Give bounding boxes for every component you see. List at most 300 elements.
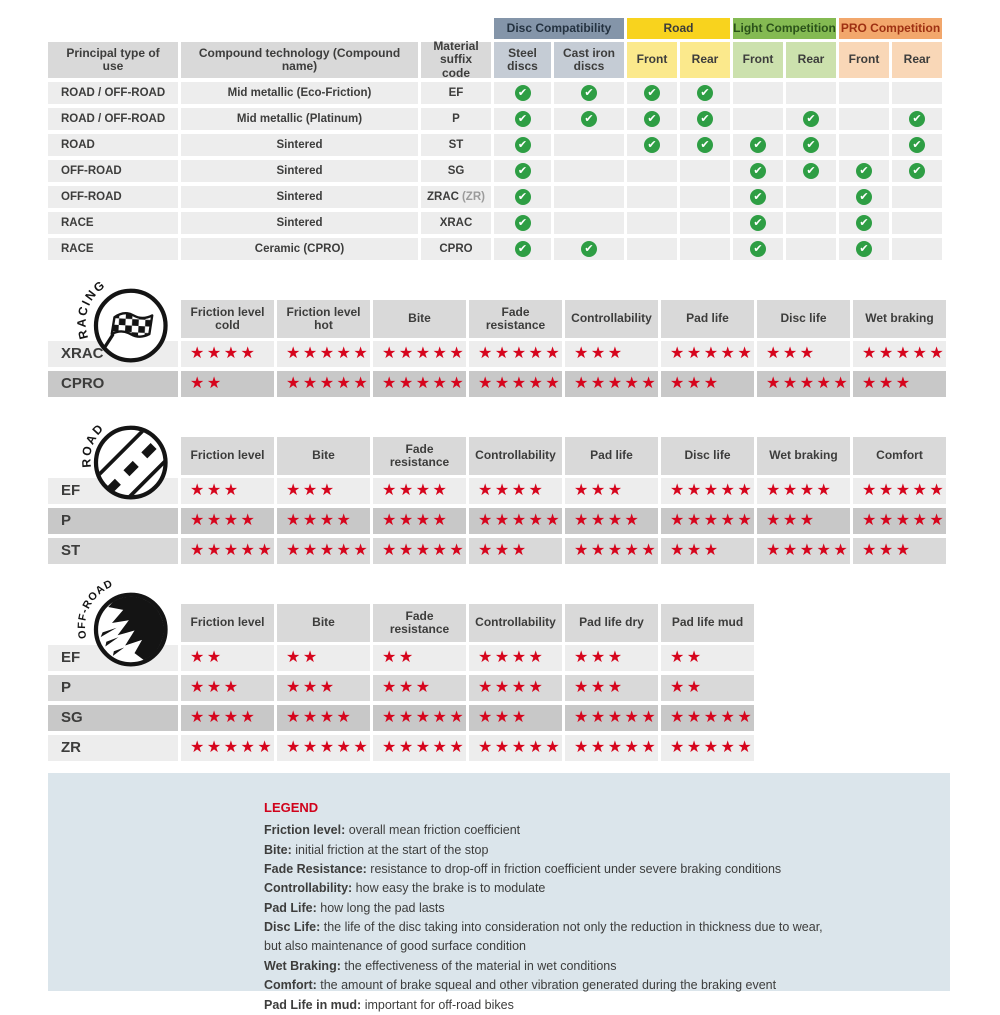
star-rating-cell (565, 538, 658, 564)
col-header-use: Principal type of use (48, 42, 178, 78)
star-rating: ★★★ (862, 542, 913, 559)
check-icon: ✔ (856, 241, 872, 257)
check-icon: ✔ (750, 215, 766, 231)
suffix-cell: ZRAC (ZR) (421, 186, 491, 208)
check-cell (680, 186, 730, 208)
star-rating-cell (373, 341, 466, 367)
star-rating-cell (661, 341, 754, 367)
compound-cell: Ceramic (CPRO) (181, 238, 418, 260)
table-row (48, 538, 952, 564)
star-rating: ★★★ (478, 542, 529, 559)
compound-cell: Mid metallic (Eco-Friction) (181, 82, 418, 104)
check-cell (733, 160, 783, 182)
rating-row-label: EF (48, 478, 178, 504)
star-rating-cell (853, 371, 946, 397)
star-rating: ★★★★★ (670, 345, 755, 362)
rating-header-row (48, 300, 952, 338)
star-rating: ★★★ (766, 345, 817, 362)
check-cell (680, 238, 730, 260)
check-cell (627, 160, 677, 182)
legend-panel (48, 773, 950, 1012)
star-rating: ★★★★★ (286, 375, 371, 392)
star-rating-cell (661, 538, 754, 564)
legend-item: Disc Life: the life of the disc taking into consideration not only the reduction in thickness due to wear, (264, 920, 823, 935)
star-rating-cell (565, 341, 658, 367)
compound-cell: Sintered (181, 212, 418, 234)
star-rating-cell (757, 508, 850, 534)
legend-items (264, 821, 930, 1015)
star-rating-cell (469, 371, 562, 397)
star-rating: ★★★★ (190, 345, 258, 362)
check-icon: ✔ (803, 163, 819, 179)
star-rating: ★★★ (574, 345, 625, 362)
rating-header-row (48, 437, 952, 475)
star-rating-cell (853, 508, 946, 534)
rating-col-header: Controllability (469, 437, 562, 475)
suffix-cell: CPRO (421, 238, 491, 260)
check-cell (733, 186, 783, 208)
check-icon: ✔ (644, 111, 660, 127)
check-icon: ✔ (697, 85, 713, 101)
suffix-cell: XRAC (421, 212, 491, 234)
check-cell (733, 108, 783, 130)
star-rating: ★★★ (574, 482, 625, 499)
table-row (48, 508, 952, 534)
rating-col-header: Friction level (181, 437, 274, 475)
table-row (48, 735, 952, 761)
rating-header-row (48, 604, 952, 642)
star-rating: ★★★ (478, 709, 529, 726)
check-cell (494, 108, 551, 130)
check-cell (680, 212, 730, 234)
star-rating-cell (853, 538, 946, 564)
star-rating: ★★★★★ (670, 512, 755, 529)
rating-col-header: Controllability (565, 300, 658, 338)
star-rating-cell (181, 705, 274, 731)
rating-col-header: Bite (373, 300, 466, 338)
star-rating-cell (277, 675, 370, 701)
star-rating: ★★★★★ (190, 542, 275, 559)
legend-term: Friction level: (264, 823, 346, 838)
star-rating-cell (469, 538, 562, 564)
star-rating-cell (757, 478, 850, 504)
star-rating: ★★★★★ (862, 512, 947, 529)
star-rating-cell (661, 735, 754, 761)
star-rating-cell (565, 508, 658, 534)
legend-item: Pad Life in mud: important for off-road bikes (264, 997, 514, 1012)
star-rating-cell (181, 645, 274, 671)
star-rating: ★★★★ (286, 709, 354, 726)
check-icon: ✔ (515, 111, 531, 127)
star-rating-cell (853, 478, 946, 504)
sub-col-header: Steel discs (494, 42, 551, 78)
rating-rows (48, 645, 952, 761)
star-rating-cell (565, 478, 658, 504)
check-cell (839, 108, 889, 130)
star-rating: ★★ (190, 375, 224, 392)
star-rating-cell (181, 508, 274, 534)
star-rating-cell (181, 371, 274, 397)
star-rating: ★★★★★ (478, 345, 563, 362)
star-rating-cell (757, 538, 850, 564)
check-icon: ✔ (581, 241, 597, 257)
check-icon: ✔ (856, 215, 872, 231)
rating-row-label: ZR (48, 735, 178, 761)
star-rating: ★★ (670, 649, 704, 666)
group-header-3: PRO Competition (839, 18, 942, 39)
star-rating-cell (469, 478, 562, 504)
suffix-cell: ST (421, 134, 491, 156)
rating-col-header: Pad life mud (661, 604, 754, 642)
check-cell (554, 108, 624, 130)
star-rating: ★★★★★ (766, 542, 851, 559)
legend-item: Fade Resistance: resistance to drop-off in friction coefficient under severe braking conditions (264, 861, 782, 876)
star-rating: ★★★ (670, 375, 721, 392)
star-rating-cell (469, 645, 562, 671)
check-cell (839, 238, 889, 260)
sub-col-header: Front (733, 42, 783, 78)
check-icon: ✔ (909, 163, 925, 179)
check-cell (786, 212, 836, 234)
star-rating-cell (469, 735, 562, 761)
star-rating-cell (661, 675, 754, 701)
check-cell (786, 238, 836, 260)
check-cell (494, 82, 551, 104)
star-rating-cell (277, 371, 370, 397)
star-rating-cell (757, 341, 850, 367)
offroad-mud-icon (75, 576, 174, 670)
star-rating-cell (565, 371, 658, 397)
star-rating-cell (373, 705, 466, 731)
star-rating-cell (853, 341, 946, 367)
compound-cell: Mid metallic (Platinum) (181, 108, 418, 130)
star-rating: ★★★ (190, 482, 241, 499)
star-rating-cell (661, 371, 754, 397)
table-row (48, 134, 952, 156)
check-cell (494, 134, 551, 156)
star-rating: ★★★★★ (286, 345, 371, 362)
sub-col-header: Front (839, 42, 889, 78)
use-cell: ROAD (48, 134, 178, 156)
star-rating-cell (661, 508, 754, 534)
check-icon: ✔ (750, 163, 766, 179)
legend-item: Comfort: the amount of brake squeal and other vibration generated during the braking event (264, 978, 777, 993)
star-rating-cell (757, 371, 850, 397)
star-rating: ★★★★ (478, 649, 546, 666)
use-cell: RACE (48, 238, 178, 260)
rating-col-header: Bite (277, 604, 370, 642)
check-cell (494, 160, 551, 182)
check-cell (786, 160, 836, 182)
star-rating-cell (373, 538, 466, 564)
star-rating-cell (661, 478, 754, 504)
star-rating-cell (469, 705, 562, 731)
check-cell (554, 212, 624, 234)
column-header-row (48, 38, 952, 80)
use-cell: RACE (48, 212, 178, 234)
check-cell (494, 186, 551, 208)
sub-col-header: Front (627, 42, 677, 78)
table-row (48, 371, 952, 397)
star-rating: ★★★★★ (574, 709, 659, 726)
legend-item: Bite: initial friction at the start of the stop (264, 842, 489, 857)
star-rating-cell (181, 478, 274, 504)
check-icon: ✔ (909, 137, 925, 153)
sub-col-header: Cast iron discs (554, 42, 624, 78)
star-rating: ★★★★★ (382, 542, 467, 559)
star-rating: ★★ (190, 649, 224, 666)
star-rating-cell (373, 371, 466, 397)
group-header-2: Light Competition (733, 18, 836, 39)
star-rating: ★★★★ (478, 482, 546, 499)
star-rating: ★★★ (286, 482, 337, 499)
star-rating: ★★★★★ (286, 542, 371, 559)
check-cell (627, 134, 677, 156)
rating-col-header: Fade resistance (469, 300, 562, 338)
star-rating: ★★★ (574, 649, 625, 666)
offroad-section (48, 577, 952, 761)
star-rating: ★★★★ (190, 709, 258, 726)
check-icon: ✔ (697, 137, 713, 153)
use-cell: OFF-ROAD (48, 160, 178, 182)
rating-col-header: Fade resistance (373, 604, 466, 642)
racing-section (48, 277, 952, 397)
star-rating-cell (277, 705, 370, 731)
star-rating-cell (565, 645, 658, 671)
group-header-row (48, 18, 952, 39)
check-icon: ✔ (697, 111, 713, 127)
check-cell (892, 108, 942, 130)
star-rating: ★★★★★ (190, 739, 275, 756)
check-cell (733, 238, 783, 260)
star-rating: ★★★ (286, 679, 337, 696)
use-cell: OFF-ROAD (48, 186, 178, 208)
legend-term: Controllability: (264, 881, 353, 896)
check-icon: ✔ (803, 111, 819, 127)
check-cell (892, 212, 942, 234)
star-rating-cell (373, 478, 466, 504)
star-rating-cell (469, 341, 562, 367)
suffix-cell: SG (421, 160, 491, 182)
star-rating: ★★★★★ (478, 375, 563, 392)
check-cell (680, 108, 730, 130)
check-cell (627, 212, 677, 234)
star-rating: ★★★★★ (478, 512, 563, 529)
check-cell (554, 238, 624, 260)
star-rating: ★★★★★ (382, 709, 467, 726)
compatibility-rows (48, 82, 952, 260)
star-rating-cell (565, 735, 658, 761)
legend-item: Controllability: how easy the brake is to modulate (264, 881, 546, 896)
check-icon: ✔ (803, 137, 819, 153)
check-icon: ✔ (515, 137, 531, 153)
legend-item: Pad Life: how long the pad lasts (264, 900, 445, 915)
check-cell (627, 186, 677, 208)
star-rating: ★★★ (382, 679, 433, 696)
check-cell (680, 134, 730, 156)
check-cell (554, 134, 624, 156)
table-row (48, 341, 952, 367)
legend-item: Wet Braking: the effectiveness of the material in wet conditions (264, 958, 617, 973)
check-cell (680, 160, 730, 182)
use-cell: ROAD / OFF-ROAD (48, 108, 178, 130)
star-rating-cell (469, 508, 562, 534)
star-rating: ★★ (670, 679, 704, 696)
legend-term: Pad Life in mud: (264, 997, 362, 1012)
check-icon: ✔ (856, 189, 872, 205)
star-rating: ★★★★ (574, 512, 642, 529)
rating-col-header: Disc life (661, 437, 754, 475)
check-cell (494, 212, 551, 234)
star-rating-cell (661, 645, 754, 671)
star-rating: ★★★★★ (382, 345, 467, 362)
check-icon: ✔ (644, 137, 660, 153)
rating-col-header: Controllability (469, 604, 562, 642)
check-cell (892, 134, 942, 156)
star-rating-cell (181, 538, 274, 564)
legend-item: Friction level: overall mean friction coefficient (264, 823, 521, 838)
check-icon: ✔ (750, 241, 766, 257)
rating-col-header: Comfort (853, 437, 946, 475)
star-rating: ★★★★ (382, 482, 450, 499)
legend-term: Bite: (264, 842, 292, 857)
rating-row-label: P (48, 675, 178, 701)
table-row (48, 238, 952, 260)
star-rating: ★★★★ (382, 512, 450, 529)
col-header-compound: Compound technology (Compound name) (181, 42, 418, 78)
star-rating-cell (181, 735, 274, 761)
group-header-spacer (48, 18, 491, 39)
check-cell (892, 186, 942, 208)
suffix-cell: P (421, 108, 491, 130)
star-rating: ★★★ (862, 375, 913, 392)
rating-col-header: Wet braking (853, 300, 946, 338)
rating-col-header: Pad life (661, 300, 754, 338)
road-section (48, 420, 952, 564)
rating-col-header: Pad life (565, 437, 658, 475)
rating-col-header: Pad life dry (565, 604, 658, 642)
check-cell (839, 134, 889, 156)
star-rating-cell (277, 341, 370, 367)
table-row (48, 675, 952, 701)
star-rating-cell (373, 735, 466, 761)
sub-col-header: Rear (680, 42, 730, 78)
star-rating-cell (565, 675, 658, 701)
rating-rows (48, 478, 952, 564)
check-cell (786, 134, 836, 156)
star-rating: ★★★★ (190, 512, 258, 529)
table-row (48, 705, 952, 731)
star-rating: ★★ (382, 649, 416, 666)
star-rating: ★★★★★ (478, 739, 563, 756)
group-header-1: Road (627, 18, 730, 39)
star-rating-cell (181, 341, 274, 367)
check-cell (733, 82, 783, 104)
rating-row-label: CPRO (48, 371, 178, 397)
check-cell (680, 82, 730, 104)
rating-row-label: P (48, 508, 178, 534)
star-rating-cell (373, 645, 466, 671)
rating-row-label: ST (48, 538, 178, 564)
legend-term: Wet Braking: (264, 958, 341, 973)
compound-cell: Sintered (181, 134, 418, 156)
check-cell (839, 82, 889, 104)
sub-col-header: Rear (786, 42, 836, 78)
star-rating: ★★★ (574, 679, 625, 696)
check-icon: ✔ (581, 111, 597, 127)
svg-text:ROAD: ROAD (79, 420, 108, 469)
rating-col-header: Friction level hot (277, 300, 370, 338)
star-rating: ★★★ (190, 679, 241, 696)
table-row (48, 212, 952, 234)
table-row (48, 645, 952, 671)
star-rating: ★★★★★ (862, 345, 947, 362)
table-row (48, 82, 952, 104)
check-icon: ✔ (515, 189, 531, 205)
star-rating-cell (277, 735, 370, 761)
rating-row-label: XRAC (48, 341, 178, 367)
star-rating: ★★★★★ (382, 739, 467, 756)
check-icon: ✔ (515, 85, 531, 101)
rating-col-header: Disc life (757, 300, 850, 338)
star-rating: ★★★★★ (574, 375, 659, 392)
check-icon: ✔ (750, 137, 766, 153)
legend-item-continuation: but also maintenance of good surface condition (264, 939, 526, 954)
svg-text:OFF-ROAD: OFF-ROAD (75, 577, 116, 640)
check-cell (839, 160, 889, 182)
legend-term: Pad Life: (264, 900, 317, 915)
star-rating-cell (277, 478, 370, 504)
rating-row-label: SG (48, 705, 178, 731)
rating-col-header: Bite (277, 437, 370, 475)
star-rating-cell (565, 705, 658, 731)
star-rating-cell (277, 645, 370, 671)
star-rating: ★★★★★ (670, 482, 755, 499)
compound-cell: Sintered (181, 160, 418, 182)
check-cell (786, 108, 836, 130)
sub-col-header: Rear (892, 42, 942, 78)
check-cell (786, 186, 836, 208)
star-rating: ★★★★★ (670, 739, 755, 756)
star-rating: ★★★★★ (286, 739, 371, 756)
table-row (48, 478, 952, 504)
rating-rows (48, 341, 952, 397)
check-icon: ✔ (644, 85, 660, 101)
compatibility-table (48, 18, 952, 260)
rating-col-header: Friction level (181, 604, 274, 642)
table-row (48, 160, 952, 182)
star-rating-cell (661, 705, 754, 731)
use-cell: ROAD / OFF-ROAD (48, 82, 178, 104)
compound-cell: Sintered (181, 186, 418, 208)
check-icon: ✔ (909, 111, 925, 127)
star-rating: ★★★★ (766, 482, 834, 499)
check-cell (627, 82, 677, 104)
col-header-suffix: Material suffix code (421, 42, 491, 78)
rating-col-header: Friction level cold (181, 300, 274, 338)
star-rating-cell (277, 538, 370, 564)
star-rating: ★★ (286, 649, 320, 666)
check-cell (627, 238, 677, 260)
star-rating-cell (373, 675, 466, 701)
check-cell (892, 160, 942, 182)
check-cell (786, 82, 836, 104)
star-rating-cell (373, 508, 466, 534)
check-cell (839, 212, 889, 234)
star-rating: ★★★★★ (766, 375, 851, 392)
star-rating: ★★★★★ (862, 482, 947, 499)
legend-term: Disc Life: (264, 920, 321, 935)
